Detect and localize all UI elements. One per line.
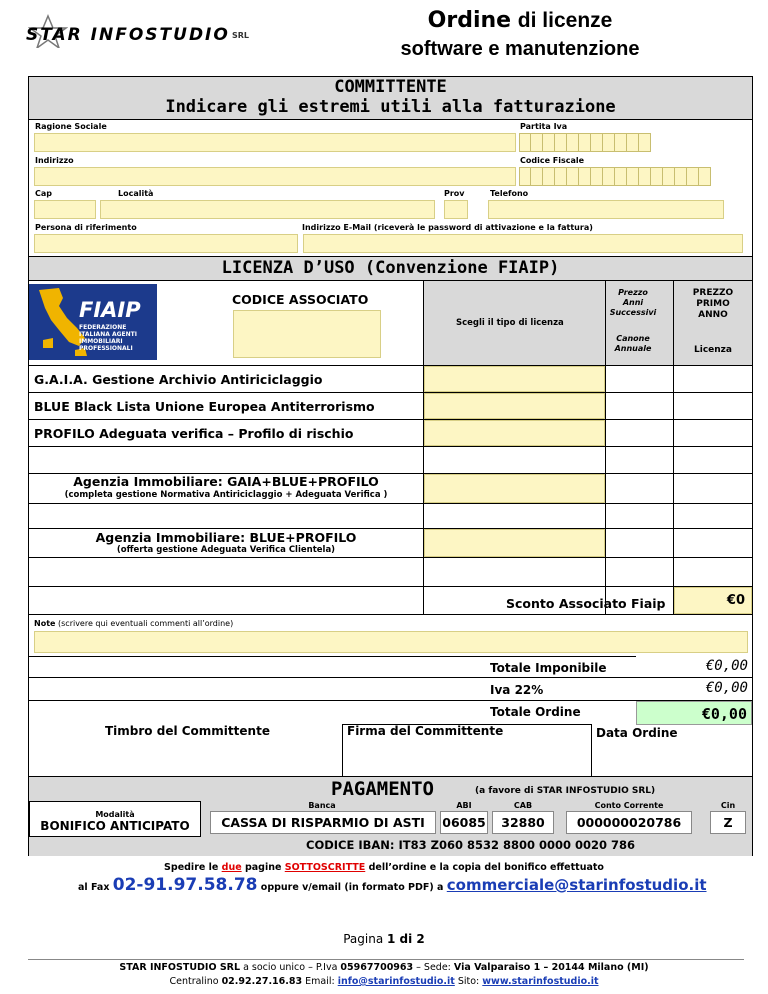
- footer-email[interactable]: info@starinfostudio.it: [337, 976, 455, 987]
- footer-sito[interactable]: www.starinfostudio.it: [482, 976, 599, 987]
- spedire-sottoscritte: SOTTOSCRITTE: [284, 862, 366, 873]
- canone-label: Canone Annuale: [614, 334, 652, 353]
- ragione-sociale-input[interactable]: [34, 133, 516, 152]
- pack2-title: Agenzia Immobiliare: BLUE+PROFILO: [95, 530, 357, 545]
- modalita-label: Modalità: [95, 810, 135, 819]
- persona-input[interactable]: [34, 234, 298, 253]
- iva-label: Iva 22%: [490, 683, 544, 697]
- spedire-due: due: [221, 862, 242, 873]
- footer-piva: 05967700963: [340, 962, 414, 973]
- license-item-gaia: G.A.I.A. Gestione Archivio Antiriciclaggio: [34, 372, 323, 387]
- footer-t5: Sito:: [454, 976, 483, 987]
- pagamento-favore: (a favore di STAR INFOSTUDIO SRL): [475, 786, 656, 796]
- data-ordine-label: Data Ordine: [596, 726, 678, 740]
- timbro-label: Timbro del Committente: [105, 724, 270, 738]
- banca-label: Banca: [308, 801, 336, 810]
- cab-value: 32880: [492, 811, 554, 834]
- totale-imponibile-label: Totale Imponibile: [490, 661, 607, 675]
- prezzo-anni-label: Prezzo Anni Successivi: [609, 288, 657, 317]
- iban: CODICE IBAN: IT83 Z060 8532 8800 0000 0020 786: [306, 838, 636, 852]
- label-ragione-sociale: Ragione Sociale: [35, 122, 107, 131]
- partita-iva-input[interactable]: [519, 133, 651, 152]
- footer-tel: 02.92.27.16.83: [221, 976, 303, 987]
- totale-ordine-label: Totale Ordine: [490, 705, 581, 719]
- fax-number: 02-91.97.58.78: [112, 875, 258, 895]
- note-input[interactable]: [34, 631, 748, 653]
- scegli-tipo-label: Scegli il tipo di licenza: [456, 318, 564, 328]
- committente-title: COMMITTENTE: [334, 77, 447, 97]
- conto-value: 000000020786: [566, 811, 692, 834]
- banca-value: CASSA DI RISPARMIO DI ASTI: [210, 811, 436, 834]
- label-telefono: Telefono: [490, 189, 529, 198]
- page-current: 1: [387, 932, 396, 946]
- totale-imponibile-value: €0,00: [636, 656, 752, 676]
- fiaip-wordmark: FIAIP: [79, 298, 141, 322]
- fax-label: al Fax: [78, 882, 113, 893]
- spedire-p1: Spedire le: [164, 862, 222, 873]
- cin-label: Cin: [720, 801, 736, 810]
- prov-input[interactable]: [444, 200, 468, 219]
- modalita-box: [29, 801, 201, 837]
- firma-label: Firma del Committente: [347, 724, 504, 738]
- spedire-p3: dell’ordine e la copia del bonifico effettuato: [365, 862, 604, 873]
- label-prov: Prov: [444, 189, 465, 198]
- license-item-profilo: PROFILO Adeguata verifica – Profilo di rischio: [34, 426, 354, 441]
- page-title: [370, 8, 670, 33]
- page-subtitle: software e manutenzione: [400, 38, 640, 60]
- label-codice-fiscale: Codice Fiscale: [520, 156, 585, 165]
- prezzo-primo-label: PREZZO PRIMO ANNO: [692, 288, 734, 320]
- committente-subtitle: Indicare gli estremi utili alla fatturazione: [165, 97, 616, 117]
- sconto-label: Sconto Associato Fiaip: [506, 596, 666, 611]
- license-select-profilo[interactable]: [424, 420, 605, 446]
- licenza-col-label: Licenza: [694, 345, 732, 355]
- license-select-blue[interactable]: [424, 393, 605, 419]
- note-label: [34, 619, 233, 628]
- email-link[interactable]: commerciale@starinfostudio.it: [446, 876, 707, 894]
- footer-t1: a socio unico – P.Iva: [240, 962, 341, 973]
- footer-t4: Email:: [302, 976, 338, 987]
- committente-header: [29, 77, 752, 119]
- abi-label: ABI: [456, 801, 472, 810]
- pack1-subtitle: (completa gestione Normativa Antiriciclaggio + Adeguata Verifica ): [64, 490, 388, 500]
- licenza-header: LICENZA D’USO (Convenzione FIAIP): [29, 257, 752, 280]
- pack2-select[interactable]: [424, 529, 605, 557]
- spedire-p2: pagine: [241, 862, 285, 873]
- pagamento-header: [29, 776, 752, 800]
- spedire-line1: [0, 862, 768, 873]
- email-input[interactable]: [303, 234, 743, 253]
- abi-value: 06085: [440, 811, 488, 834]
- page-total: 2: [416, 932, 425, 946]
- spedire-line2: [78, 875, 707, 895]
- license-select-gaia[interactable]: [424, 366, 605, 392]
- indirizzo-input[interactable]: [34, 167, 516, 186]
- title-ordine: Ordine: [427, 8, 512, 33]
- label-localita: Località: [118, 189, 154, 198]
- pack2-subtitle: (offerta gestione Adeguata Verifica Clientela): [116, 545, 336, 555]
- label-persona: Persona di riferimento: [35, 223, 137, 232]
- footer-sede: Via Valparaiso 1 – 20144 Milano (MI): [453, 962, 649, 973]
- spedire-p4: oppure v/email (in formato PDF) a: [257, 882, 447, 893]
- cin-value: Z: [710, 811, 746, 834]
- sconto-value: €0: [674, 587, 752, 614]
- codice-associato-label: CODICE ASSOCIATO: [232, 292, 369, 307]
- codice-fiscale-input[interactable]: [519, 167, 711, 186]
- footer-t2: – Sede:: [413, 962, 454, 973]
- page-number: [0, 932, 768, 946]
- logo-srl: SRL: [232, 31, 250, 40]
- pack1-title: Agenzia Immobiliare: GAIA+BLUE+PROFILO: [73, 474, 379, 489]
- telefono-input[interactable]: [488, 200, 724, 219]
- footer-t3: Centralino: [169, 976, 222, 987]
- label-cap: Cap: [35, 189, 52, 198]
- totale-ordine-value: €0,00: [636, 701, 752, 725]
- title-licenze: di licenze: [517, 9, 613, 32]
- note-title: Note: [34, 619, 56, 628]
- label-email: Indirizzo E-Mail (riceverà le password di attivazione e la fattura): [302, 223, 593, 232]
- fiaip-subtitle: FEDERAZIONE ITALIANA AGENTI IMMOBILIARI PROFESSIONALI: [79, 324, 137, 352]
- footer-line1: [0, 962, 768, 973]
- conto-label: Conto Corrente: [594, 801, 664, 810]
- iva-value: €0,00: [636, 678, 752, 699]
- fiaip-logo: [29, 284, 157, 360]
- cab-label: CAB: [513, 801, 533, 810]
- note-hint: (scrivere qui eventuali commenti all’ordine): [58, 619, 234, 628]
- localita-input[interactable]: [100, 200, 435, 219]
- pack1-select[interactable]: [424, 474, 605, 503]
- logo-text: STAR INFOSTUDIO: [26, 25, 230, 45]
- modalita-value: BONIFICO ANTICIPATO: [40, 819, 190, 833]
- cap-input[interactable]: [34, 200, 96, 219]
- page-di: di: [395, 932, 417, 946]
- label-partita-iva: Partita Iva: [520, 122, 568, 131]
- footer-line2: [0, 976, 768, 987]
- page-label: Pagina: [343, 932, 387, 946]
- label-indirizzo: Indirizzo: [35, 156, 74, 165]
- license-item-blue: BLUE Black Lista Unione Europea Antiterrorismo: [34, 399, 375, 414]
- codice-associato-input[interactable]: [233, 310, 381, 358]
- pagamento-title: PAGAMENTO: [331, 778, 434, 800]
- footer-company: STAR INFOSTUDIO SRL: [119, 962, 241, 973]
- company-logo: [20, 14, 280, 48]
